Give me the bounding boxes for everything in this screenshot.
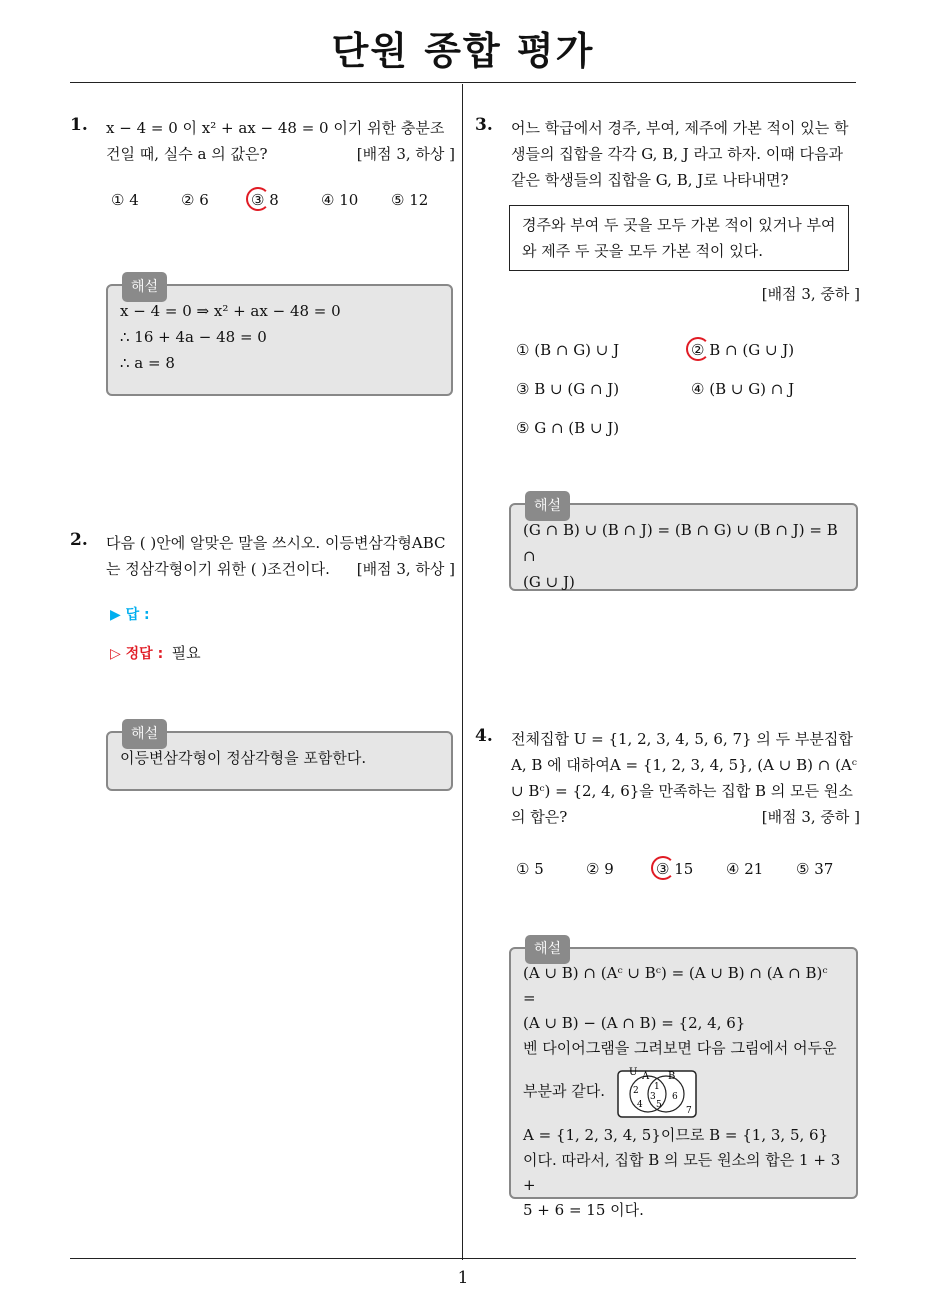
solution-line: 이등변삼각형이 정삼각형을 포함한다. — [120, 749, 367, 767]
choice-2-label: ② B ∩ (G ∪ J) — [691, 341, 795, 359]
correct-answer-line — [110, 642, 455, 663]
venn-diagram — [616, 1065, 698, 1119]
solution-line: ∴ 16 + 4a − 48 = 0 — [120, 328, 267, 346]
choice-4[interactable]: ④ (B ∪ G) ∩ J — [691, 380, 795, 398]
venn-num: 7 — [685, 1106, 692, 1116]
choice-4[interactable]: ④ 10 — [321, 191, 359, 209]
choice-5[interactable]: ⑤ G ∩ (B ∪ J) — [516, 419, 620, 437]
choices — [511, 341, 860, 451]
choice-3[interactable] — [656, 860, 693, 878]
solution-line: 부분과 같다. — [523, 1082, 605, 1100]
solution-tag: 해설 — [525, 491, 570, 521]
choice-1[interactable]: ① 4 — [111, 191, 139, 209]
selected-mark-icon — [246, 187, 270, 211]
choice-2[interactable]: ② 9 — [586, 860, 614, 878]
answer-line — [110, 604, 455, 624]
question-1 — [70, 115, 455, 221]
question-4 — [475, 726, 860, 890]
solution-venn-row — [523, 1065, 844, 1119]
choice-2[interactable]: ② 6 — [181, 191, 209, 209]
question-text: 어느 학급에서 경주, 부여, 제주에 가본 적이 있는 학생들의 집합을 각각 G, B, J 라고 하자. 이때 다음과 같은 학생들의 집합을 G, B, J로 나타내면? — [511, 119, 849, 189]
solution-line: 벤 다이어그램을 그려보면 다음 그림에서 어두운 — [523, 1039, 837, 1057]
column-divider — [462, 84, 463, 1260]
solution-line: (A ∪ B) ∩ (Aᶜ ∪ Bᶜ) = (A ∪ B) ∩ (A ∩ B)ᶜ = — [523, 964, 828, 1007]
condition-box: 경주와 부여 두 곳을 모두 가본 적이 있거나 부여와 제주 두 곳을 모두 가본 적이 있다. — [509, 205, 849, 271]
choices — [511, 860, 860, 890]
choice-3-label: ③ 8 — [251, 191, 279, 209]
venn-label-u: U — [628, 1067, 638, 1078]
choice-3[interactable] — [251, 191, 279, 209]
solution-line: x − 4 = 0 ⇒ x² + ax − 48 = 0 — [120, 302, 341, 320]
solution-box-3 — [509, 498, 858, 591]
question-2 — [70, 530, 455, 663]
question-body: 전체집합 U = {1, 2, 3, 4, 5, 6, 7} 의 두 부분집합 A, B 에 대하여A = {1, 2, 3, 4, 5}, (A ∪ B) ∩ (Aᶜ ∪ Bᶜ) = {2, 4, 6}을 만족하는 집합 B 의 모든 원소의 합은? — [511, 730, 857, 826]
solution-box-2 — [106, 726, 453, 791]
selected-mark-icon — [651, 856, 675, 880]
choice-3[interactable]: ③ B ∪ (G ∩ J) — [516, 380, 620, 398]
bottom-rule — [70, 1258, 856, 1259]
venn-num: 3 — [649, 1092, 656, 1102]
solution-tag: 해설 — [122, 272, 167, 302]
solution-tag: 해설 — [525, 935, 570, 964]
venn-label-a: A — [641, 1071, 650, 1082]
solution-line: ∴ a = 8 — [120, 354, 175, 372]
question-body: x − 4 = 0 이 x² + ax − 48 = 0 이기 위한 충분조건일 때, 실수 a 의 값은? — [106, 119, 445, 163]
choice-2[interactable] — [691, 341, 794, 359]
solution-line: (A ∪ B) − (A ∩ B) = {2, 4, 6} — [523, 1014, 746, 1032]
question-body: 다음 ( )안에 알맞은 말을 쓰시오. 이등변삼각형ABC 는 정삼각형이기 위한 ( )조건이다. — [106, 534, 446, 578]
venn-label-b: B — [667, 1071, 676, 1082]
venn-num: 2 — [632, 1086, 639, 1096]
question-3 — [475, 115, 860, 193]
correct-value: 필요 — [171, 644, 201, 662]
question-number: 4. — [475, 726, 493, 746]
solution-box-1 — [106, 279, 453, 396]
choice-1[interactable]: ① (B ∩ G) ∪ J — [516, 341, 620, 359]
page-title: 단원 종합 평가 — [331, 29, 595, 73]
choice-1[interactable]: ① 5 — [516, 860, 544, 878]
question-number: 1. — [70, 115, 88, 135]
solution-tag: 해설 — [122, 719, 167, 749]
question-number: 3. — [475, 115, 493, 135]
question-grade: [배점 3, 중하 ] — [761, 808, 860, 826]
top-rule — [70, 82, 856, 83]
question-text — [106, 115, 455, 167]
venn-num: 1 — [653, 1082, 660, 1092]
choice-3-label: ③ 15 — [656, 860, 694, 878]
venn-num: 6 — [671, 1092, 678, 1102]
solution-line: 5 + 6 = 15 이다. — [523, 1201, 644, 1219]
solution-line: 이다. 따라서, 집합 B 의 모든 원소의 합은 1 + 3 + — [523, 1151, 841, 1194]
correct-label: ▷ 정답 : — [110, 646, 164, 662]
solution-line: (G ∩ B) ∪ (B ∩ J) = (B ∩ G) ∪ (B ∩ J) = B ∩ — [523, 521, 838, 565]
solution-box-4 — [509, 941, 858, 1219]
choice-5[interactable]: ⑤ 12 — [391, 191, 429, 209]
page-number: 1 — [457, 1268, 469, 1288]
choice-4[interactable]: ④ 21 — [726, 860, 764, 878]
question-number: 2. — [70, 530, 88, 550]
venn-num: 4 — [636, 1100, 643, 1110]
question-text — [106, 530, 455, 582]
question-grade: [배점 3, 하상 ] — [356, 560, 455, 578]
choices — [106, 191, 455, 221]
solution-line: (G ∪ J) — [523, 573, 575, 591]
question-text — [511, 726, 860, 830]
question-grade: [배점 3, 중하 ] — [761, 285, 860, 303]
answer-label: ▶ 답 : — [110, 607, 150, 623]
solution-line: A = {1, 2, 3, 4, 5}이므로 B = {1, 3, 5, 6} — [523, 1126, 829, 1144]
venn-num: 5 — [655, 1100, 662, 1110]
selected-mark-icon — [686, 337, 710, 361]
choice-5[interactable]: ⑤ 37 — [796, 860, 834, 878]
question-grade: [배점 3, 하상 ] — [356, 145, 455, 163]
